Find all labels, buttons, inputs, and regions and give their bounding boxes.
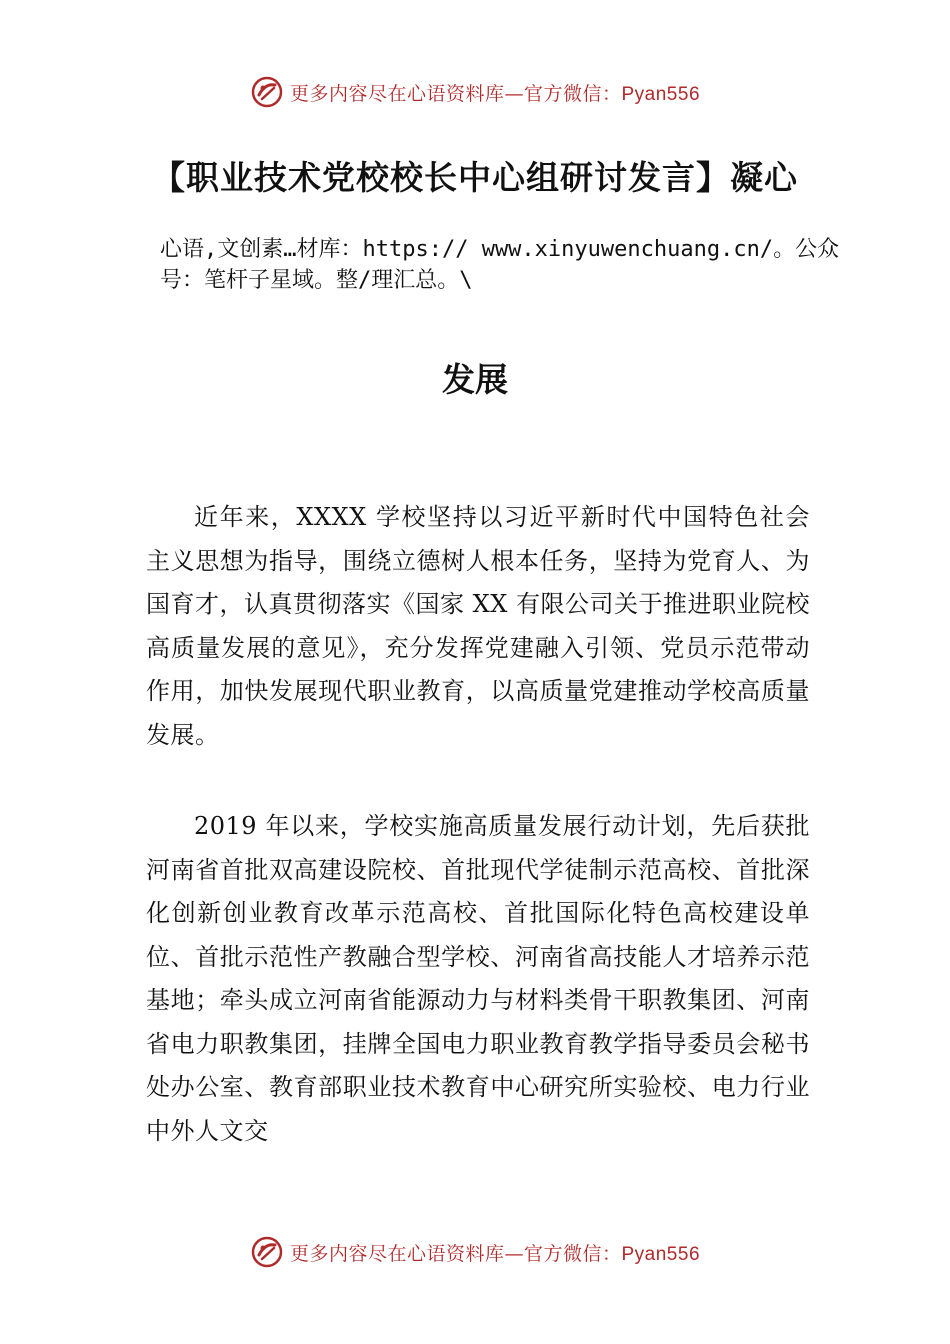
- paragraph: 2019 年以来，学校实施高质量发展行动计划，先后获批河南省首批双高建设院校、首批现代学徒制示范高校、首批深化创新创业教育改革示范高校、首批国际化特色高校建设单位、首批示范性产教融合型学校、河南省高技能人才培养示范基地；牵头成立河南省能源动力与材料类骨干职教集团、河南省电力职教集团，挂牌全国电力职业教育教学指导委员会秘书处办公室、教育部职业技术教育中心研究所实验校、电力行业中外人文交: [146, 812, 810, 1145]
- source-note: 心语,文创素…材库：https:// www.xinyuwenchuang.cn/。公众号：笔杆子星域。整/理汇总。\: [160, 237, 840, 293]
- wechat-id: Pyan556: [621, 1243, 701, 1265]
- footer-banner: [0, 1230, 950, 1274]
- brand-logo-icon: [250, 1235, 284, 1269]
- header-banner: [0, 70, 950, 114]
- paragraph: 近年来，XXXX 学校坚持以习近平新时代中国特色社会主义思想为指导，围绕立德树人根本任务，坚持为党育人、为国育才，认真贯彻落实《国家 XX 有限公司关于推进职业院校高质量发展的意见》，充分发挥党建融入引领、党员示范带动作用，加快发展现代职业教育，以高质量党建推动学校高质量发展。: [146, 503, 810, 749]
- brand-logo-icon: [250, 75, 284, 109]
- section-heading: 发展: [442, 360, 508, 399]
- document-title: 【职业技术党校校长中心组研讨发言】凝心: [152, 158, 798, 197]
- banner-text: 更多内容尽在心语资料库—官方微信：Pyan556: [289, 1242, 701, 1265]
- banner-text: 更多内容尽在心语资料库—官方微信：Pyan556: [289, 82, 701, 105]
- wechat-id: Pyan556: [621, 83, 701, 105]
